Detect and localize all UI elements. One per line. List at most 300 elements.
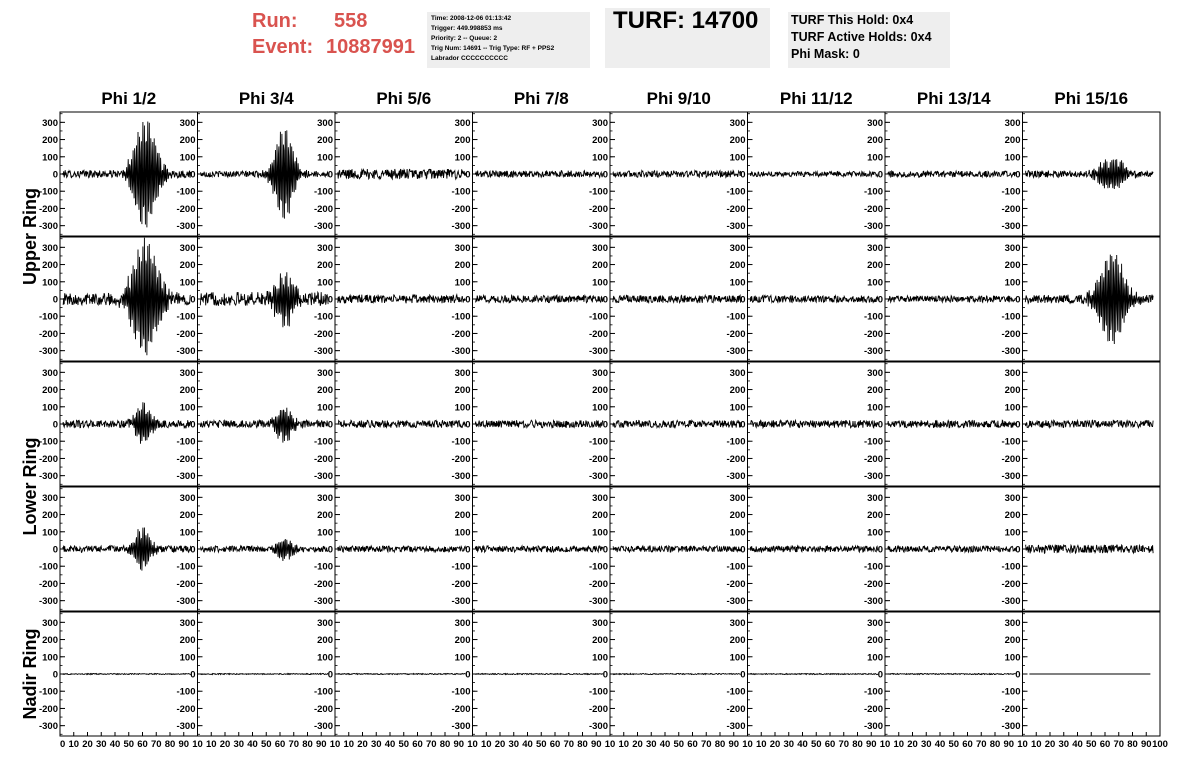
y-tick-label: -100 <box>313 311 333 323</box>
y-tick-label: 300 <box>179 242 196 254</box>
y-tick-label: -300 <box>863 596 883 608</box>
info-priority: Priority: 2 -- Queue: 2 <box>431 35 498 42</box>
y-tick-label: -200 <box>38 203 58 215</box>
y-tick-label: 200 <box>867 385 883 397</box>
waveform-trace <box>475 546 603 552</box>
y-tick-label: 0 <box>602 294 608 306</box>
y-tick-label: 200 <box>592 510 608 522</box>
y-tick-label: 0 <box>190 669 196 681</box>
x-tick-label: 70 <box>700 739 712 750</box>
y-tick-label: 0 <box>740 544 746 556</box>
x-tick-label: 40 <box>659 739 671 750</box>
y-tick-label: 300 <box>42 242 58 254</box>
waveform-trace <box>63 528 191 571</box>
y-tick-label: 100 <box>729 402 746 414</box>
y-tick-label: -200 <box>588 453 608 465</box>
x-tick-label: 40 <box>1072 739 1083 750</box>
y-tick-label: 200 <box>867 635 883 647</box>
run-label: Run: <box>252 10 298 32</box>
y-tick-label: 100 <box>454 402 471 414</box>
y-tick-label: 100 <box>592 277 608 289</box>
y-tick-label: -100 <box>313 186 333 198</box>
y-tick-label: -100 <box>38 436 58 448</box>
y-tick-label: 100 <box>317 402 333 414</box>
x-tick-label: 70 <box>425 739 437 750</box>
y-tick-label: 100 <box>42 652 58 664</box>
info-trig-num: Trig Num: 14691 -- Trig Type: RF + PPS2 <box>431 45 555 52</box>
x-tick-label: 40 <box>247 739 258 750</box>
y-tick-label: 200 <box>867 510 883 522</box>
x-tick-label: 80 <box>302 739 313 750</box>
x-tick-label: 10 <box>205 739 217 750</box>
y-tick-label: 0 <box>465 419 471 431</box>
waveform-trace <box>888 296 1016 303</box>
y-tick-label: -200 <box>1001 703 1021 715</box>
x-tick-label: 70 <box>838 739 850 750</box>
x-tick-label: 70 <box>150 739 162 750</box>
x-tick-label: 30 <box>233 739 245 750</box>
y-tick-label: -200 <box>588 703 608 715</box>
y-tick-label: 300 <box>729 242 746 254</box>
waveform-trace <box>613 674 741 675</box>
y-tick-label: 300 <box>729 117 746 129</box>
y-tick-label: 200 <box>454 260 471 272</box>
y-tick-label: -300 <box>588 596 608 608</box>
y-tick-label: 200 <box>454 385 471 397</box>
y-tick-label: 100 <box>179 152 196 164</box>
x-tick-label: 20 <box>82 739 93 750</box>
y-tick-label: -200 <box>313 328 333 340</box>
y-tick-label: -100 <box>176 186 196 198</box>
waveform-trace <box>338 546 466 552</box>
run-value: 558 <box>334 10 368 32</box>
y-tick-label: 100 <box>867 152 883 164</box>
y-tick-label: -300 <box>313 721 333 733</box>
y-tick-label: 200 <box>1004 385 1021 397</box>
y-tick-label: -200 <box>313 578 333 590</box>
waveform-trace <box>475 171 603 178</box>
x-tick-label: 60 <box>274 739 286 750</box>
y-tick-label: 0 <box>740 419 746 431</box>
x-tick-label: 20 <box>769 739 781 750</box>
y-tick-label: -200 <box>588 578 608 590</box>
y-tick-label: -300 <box>1001 471 1021 483</box>
y-tick-label: 200 <box>179 135 196 147</box>
y-tick-label: -100 <box>313 561 333 573</box>
y-tick-label: 300 <box>1004 492 1021 504</box>
y-tick-label: -100 <box>451 186 471 198</box>
waveform-trace <box>1025 420 1153 427</box>
x-tick-label: 20 <box>907 739 918 750</box>
x-tick-label: 50 <box>948 739 960 750</box>
turf-active-holds: TURF Active Holds: 0x4 <box>791 30 932 44</box>
y-tick-label: 0 <box>327 169 333 181</box>
y-tick-label: 0 <box>52 169 58 181</box>
x-tick-label: 90 <box>590 739 602 750</box>
y-tick-label: -300 <box>726 221 746 233</box>
y-tick-label: 0 <box>190 419 196 431</box>
y-tick-label: 300 <box>592 117 608 129</box>
x-tick-label: 80 <box>852 739 863 750</box>
y-tick-label: -200 <box>726 203 746 215</box>
waveform-trace <box>750 420 878 428</box>
y-tick-label: -300 <box>176 471 196 483</box>
y-tick-label: -100 <box>863 436 883 448</box>
column-title: Phi 11/12 <box>779 89 853 108</box>
y-tick-label: 0 <box>602 544 608 556</box>
y-tick-label: -300 <box>863 471 883 483</box>
y-tick-label: -300 <box>176 721 196 733</box>
y-tick-label: -300 <box>863 221 883 233</box>
x-tick-label: 40 <box>522 739 533 750</box>
waveform-trace <box>475 420 603 428</box>
y-tick-label: -300 <box>588 471 608 483</box>
column-title: Phi 3/4 <box>238 89 294 108</box>
y-tick-label: 200 <box>454 510 471 522</box>
x-tick-label: 40 <box>797 739 808 750</box>
y-tick-label: -300 <box>588 221 608 233</box>
y-tick-label: 0 <box>52 294 58 306</box>
y-tick-label: 200 <box>179 635 196 647</box>
y-tick-label: -300 <box>451 471 471 483</box>
y-tick-label: 200 <box>729 510 746 522</box>
y-tick-label: -200 <box>313 453 333 465</box>
waveform-trace <box>338 169 466 179</box>
y-tick-label: 200 <box>42 385 58 397</box>
turf-this-hold: TURF This Hold: 0x4 <box>791 13 914 27</box>
y-tick-label: -300 <box>726 721 746 733</box>
y-tick-label: -300 <box>451 596 471 608</box>
info-time: Time: 2008-12-06 01:13:42 <box>431 15 512 22</box>
y-tick-label: -100 <box>726 686 746 698</box>
y-tick-label: -200 <box>451 703 471 715</box>
y-tick-label: -200 <box>1001 453 1021 465</box>
waveform-trace <box>200 130 328 218</box>
event-value: 10887991 <box>326 36 415 58</box>
y-tick-label: 0 <box>327 419 333 431</box>
x-tick-label: 10 <box>343 739 355 750</box>
x-tick-label: 30 <box>1058 739 1070 750</box>
y-tick-label: 200 <box>867 260 883 272</box>
y-tick-label: -100 <box>588 561 608 573</box>
x-tick-label: 60 <box>962 739 973 750</box>
waveform-trace <box>888 546 1016 552</box>
y-tick-label: -300 <box>38 721 58 733</box>
y-tick-label: -300 <box>588 346 608 358</box>
y-tick-label: -200 <box>451 328 471 340</box>
y-tick-label: 0 <box>465 544 471 556</box>
waveform-trace <box>63 122 191 228</box>
x-tick-label: 30 <box>95 739 107 750</box>
y-tick-label: 200 <box>1004 510 1021 522</box>
waveform-trace <box>200 272 328 327</box>
y-tick-label: 0 <box>740 169 746 181</box>
column-title: Phi 7/8 <box>513 89 569 108</box>
x-tick-label: 20 <box>357 739 368 750</box>
y-tick-label: -100 <box>726 561 746 573</box>
waveform-trace <box>200 674 328 675</box>
y-tick-label: -300 <box>313 221 333 233</box>
y-tick-label: -200 <box>588 328 608 340</box>
y-tick-label: -100 <box>1001 436 1021 448</box>
y-tick-label: 0 <box>465 169 471 181</box>
waveform-trace <box>63 402 191 444</box>
y-tick-label: 100 <box>179 402 196 414</box>
y-tick-label: -100 <box>313 686 333 698</box>
y-tick-label: -100 <box>176 561 196 573</box>
y-tick-label: 300 <box>1004 117 1021 129</box>
y-tick-label: -200 <box>176 703 196 715</box>
y-tick-label: 0 <box>877 544 883 556</box>
y-tick-label: 100 <box>1004 527 1021 539</box>
x-tick-label: 10 <box>879 739 891 750</box>
y-tick-label: -300 <box>38 471 58 483</box>
y-tick-label: 300 <box>867 242 883 254</box>
y-tick-label: 300 <box>317 367 333 379</box>
y-tick-label: 0 <box>327 669 333 681</box>
x-tick-label: 10 <box>1030 739 1042 750</box>
waveform-trace <box>338 674 466 675</box>
y-tick-label: 300 <box>317 617 333 629</box>
y-tick-label: -100 <box>38 186 58 198</box>
x-tick-label: 90 <box>178 739 190 750</box>
waveform-trace <box>613 546 741 552</box>
y-tick-label: -300 <box>863 721 883 733</box>
y-tick-label: 300 <box>729 492 746 504</box>
y-tick-label: 300 <box>592 242 608 254</box>
y-tick-label: 300 <box>867 492 883 504</box>
y-tick-label: 200 <box>729 135 746 147</box>
waveform-trace <box>750 171 878 176</box>
x-tick-label: 100 <box>1152 739 1168 750</box>
y-tick-label: -200 <box>863 203 883 215</box>
y-tick-label: -300 <box>1001 721 1021 733</box>
y-tick-label: -200 <box>588 203 608 215</box>
y-tick-label: -300 <box>726 346 746 358</box>
y-tick-label: 200 <box>317 635 333 647</box>
y-tick-label: -300 <box>38 346 58 358</box>
y-tick-label: 200 <box>729 635 746 647</box>
y-tick-label: 200 <box>592 635 608 647</box>
y-tick-label: 200 <box>42 260 58 272</box>
y-tick-label: -200 <box>863 328 883 340</box>
y-tick-label: 0 <box>877 419 883 431</box>
y-tick-label: 100 <box>592 652 608 664</box>
waveform-trace <box>613 295 741 303</box>
x-tick-label: 60 <box>549 739 561 750</box>
y-tick-label: 200 <box>317 135 333 147</box>
y-tick-label: 100 <box>454 152 471 164</box>
y-tick-label: 300 <box>867 367 883 379</box>
y-tick-label: -100 <box>1001 561 1021 573</box>
x-tick-label: 50 <box>535 739 547 750</box>
y-tick-label: -200 <box>176 203 196 215</box>
y-tick-label: -100 <box>451 436 471 448</box>
waveform-trace <box>63 238 191 355</box>
y-tick-label: 300 <box>729 367 746 379</box>
column-title: Phi 5/6 <box>376 89 432 108</box>
x-tick-label: 60 <box>824 739 836 750</box>
y-tick-label: -300 <box>1001 346 1021 358</box>
y-tick-label: 0 <box>327 294 333 306</box>
y-tick-label: -100 <box>176 311 196 323</box>
y-tick-label: 0 <box>602 669 608 681</box>
y-tick-label: -100 <box>863 186 883 198</box>
x-tick-label: 40 <box>384 739 396 750</box>
y-tick-label: 0 <box>1015 294 1021 306</box>
x-tick-label: 10 <box>742 739 753 750</box>
x-tick-label: 30 <box>370 739 382 750</box>
y-tick-label: 100 <box>42 277 58 289</box>
y-tick-label: -200 <box>38 703 58 715</box>
y-tick-label: -200 <box>451 203 471 215</box>
x-tick-label: 50 <box>398 739 410 750</box>
y-tick-label: 100 <box>454 527 471 539</box>
y-tick-label: 300 <box>1004 367 1021 379</box>
y-tick-label: -100 <box>588 686 608 698</box>
y-tick-label: 100 <box>42 527 58 539</box>
y-tick-label: -300 <box>313 471 333 483</box>
y-tick-label: 300 <box>317 492 333 504</box>
y-tick-label: -100 <box>38 686 58 698</box>
y-tick-label: -100 <box>863 561 883 573</box>
x-tick-label: 30 <box>508 739 520 750</box>
x-tick-label: 90 <box>453 739 465 750</box>
x-tick-label: 10 <box>68 739 80 750</box>
x-tick-label: 50 <box>1085 739 1097 750</box>
x-tick-label: 60 <box>687 739 698 750</box>
y-tick-label: -300 <box>313 346 333 358</box>
y-tick-label: 0 <box>465 294 471 306</box>
y-tick-label: 300 <box>592 617 608 629</box>
y-tick-label: 0 <box>52 544 58 556</box>
y-tick-label: 200 <box>179 260 196 272</box>
event-label: Event: <box>252 36 314 58</box>
y-tick-label: -100 <box>451 311 471 323</box>
info-trigger: Trigger: 449.998853 ms <box>431 25 503 32</box>
y-tick-label: -300 <box>451 346 471 358</box>
y-tick-label: -200 <box>176 453 196 465</box>
waveform-trace <box>888 420 1016 428</box>
y-tick-label: 300 <box>1004 242 1021 254</box>
y-tick-label: 300 <box>42 617 58 629</box>
y-tick-label: -200 <box>38 578 58 590</box>
y-tick-label: -300 <box>313 596 333 608</box>
column-title: Phi 1/2 <box>101 89 157 108</box>
y-tick-label: 100 <box>867 277 883 289</box>
y-tick-label: -100 <box>1001 186 1021 198</box>
y-tick-label: 200 <box>592 385 608 397</box>
y-tick-label: -300 <box>451 221 471 233</box>
waveform-trace <box>63 674 191 675</box>
x-tick-label: 10 <box>1017 739 1028 750</box>
y-tick-label: -100 <box>38 311 58 323</box>
y-tick-label: 200 <box>317 260 333 272</box>
waveform-trace <box>888 171 1016 177</box>
y-tick-label: -200 <box>313 203 333 215</box>
y-tick-label: 300 <box>454 242 471 254</box>
waveform-trace <box>750 546 878 552</box>
x-tick-label: 80 <box>1127 739 1138 750</box>
x-tick-label: 30 <box>645 739 657 750</box>
y-tick-label: -100 <box>1001 311 1021 323</box>
x-tick-label: 60 <box>137 739 148 750</box>
x-tick-label: 0 <box>60 739 66 750</box>
y-tick-label: 200 <box>1004 260 1021 272</box>
y-tick-label: -100 <box>726 436 746 448</box>
x-tick-label: 80 <box>439 739 451 750</box>
y-tick-label: 0 <box>190 169 196 181</box>
y-tick-label: 300 <box>729 617 746 629</box>
y-tick-label: -200 <box>863 578 883 590</box>
waveform-trace <box>200 539 328 561</box>
y-tick-label: -100 <box>451 561 471 573</box>
y-tick-label: -200 <box>38 453 58 465</box>
y-tick-label: -200 <box>726 453 746 465</box>
x-tick-label: 90 <box>315 739 327 750</box>
column-title: Phi 15/16 <box>1054 89 1129 108</box>
x-tick-label: 80 <box>989 739 1001 750</box>
y-tick-label: 100 <box>1004 652 1021 664</box>
x-tick-label: 10 <box>604 739 616 750</box>
y-tick-label: 0 <box>1015 419 1021 431</box>
y-tick-label: 200 <box>729 385 746 397</box>
y-tick-label: 300 <box>1004 617 1021 629</box>
y-tick-label: -200 <box>1001 578 1021 590</box>
y-tick-label: 0 <box>877 669 883 681</box>
y-tick-label: 0 <box>740 294 746 306</box>
turf-value: TURF: 14700 <box>613 7 759 34</box>
y-tick-label: 200 <box>317 385 333 397</box>
y-tick-label: 100 <box>1004 277 1021 289</box>
waveform-trace <box>613 420 741 427</box>
y-tick-label: 100 <box>179 652 196 664</box>
x-tick-label: 20 <box>632 739 643 750</box>
y-tick-label: -300 <box>726 471 746 483</box>
y-tick-label: 0 <box>190 294 196 306</box>
y-tick-label: 100 <box>1004 152 1021 164</box>
y-tick-label: 100 <box>729 652 746 664</box>
y-tick-label: 100 <box>867 652 883 664</box>
y-tick-label: -300 <box>863 346 883 358</box>
x-tick-label: 20 <box>219 739 231 750</box>
y-tick-label: 100 <box>729 527 746 539</box>
y-tick-label: 0 <box>1015 544 1021 556</box>
x-tick-label: 20 <box>1044 739 1056 750</box>
y-tick-label: 300 <box>454 117 471 129</box>
x-tick-label: 80 <box>577 739 588 750</box>
y-tick-label: 200 <box>592 260 608 272</box>
x-tick-label: 70 <box>975 739 987 750</box>
x-tick-label: 40 <box>934 739 946 750</box>
y-tick-label: -300 <box>38 221 58 233</box>
y-tick-label: -300 <box>726 596 746 608</box>
y-tick-label: 300 <box>592 367 608 379</box>
y-tick-label: 300 <box>592 492 608 504</box>
y-tick-label: 300 <box>42 492 58 504</box>
y-tick-label: 200 <box>729 260 746 272</box>
y-tick-label: 200 <box>454 635 471 647</box>
y-tick-label: -100 <box>863 311 883 323</box>
x-tick-label: 10 <box>329 739 341 750</box>
x-tick-label: 10 <box>480 739 492 750</box>
y-tick-label: 200 <box>1004 635 1021 647</box>
y-tick-label: 300 <box>179 117 196 129</box>
y-tick-label: 100 <box>179 527 196 539</box>
phi-mask: Phi Mask: 0 <box>791 47 860 61</box>
y-tick-label: 0 <box>465 669 471 681</box>
y-tick-label: 100 <box>454 277 471 289</box>
